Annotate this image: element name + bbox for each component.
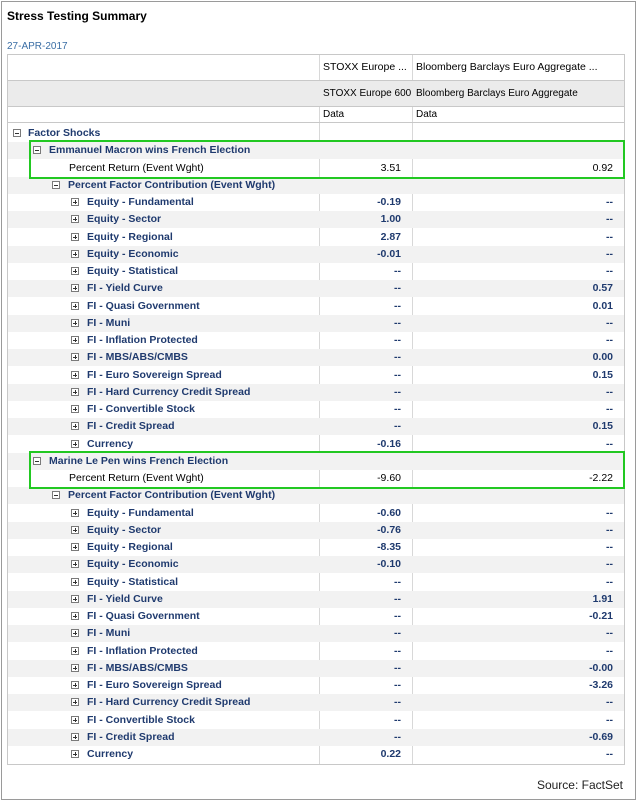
scenario-label: Emmanuel Macron wins French Election bbox=[49, 144, 251, 157]
expand-icon[interactable] bbox=[71, 647, 79, 655]
collapse-icon[interactable] bbox=[52, 181, 60, 189]
expand-icon[interactable] bbox=[71, 233, 79, 241]
col1-value: -- bbox=[394, 696, 401, 709]
factor-label: FI - Yield Curve bbox=[87, 592, 163, 605]
col2-value: -- bbox=[606, 247, 613, 260]
col2-value: 0.15 bbox=[592, 420, 613, 433]
col2-value: -0.21 bbox=[589, 610, 613, 622]
col2-data-header: Data bbox=[416, 109, 438, 120]
col1-value: -- bbox=[394, 299, 401, 312]
report-date: 27-APR-2017 bbox=[7, 41, 68, 52]
factor-label: Equity - Regional bbox=[87, 230, 173, 243]
factor-label: Equity - Sector bbox=[87, 523, 162, 536]
col2-value: -- bbox=[606, 403, 613, 415]
scenario-highlight-box bbox=[29, 451, 625, 490]
col1-value: -- bbox=[394, 403, 401, 415]
col1-value: 0.22 bbox=[380, 748, 401, 760]
col2-value: -- bbox=[606, 575, 613, 588]
collapse-icon[interactable] bbox=[13, 129, 21, 137]
factor-label: FI - Quasi Government bbox=[87, 299, 200, 312]
factor-row bbox=[8, 608, 624, 625]
col1-value: -- bbox=[394, 368, 401, 381]
contribution-row bbox=[8, 177, 624, 194]
expand-icon[interactable] bbox=[71, 612, 79, 620]
factor-row bbox=[8, 591, 624, 608]
col1-value: -0.16 bbox=[377, 437, 401, 450]
stress-table bbox=[7, 54, 625, 765]
col1-value: -- bbox=[394, 679, 401, 691]
col1-value: -0.19 bbox=[377, 196, 401, 208]
expand-icon[interactable] bbox=[71, 353, 79, 361]
expand-icon[interactable] bbox=[71, 284, 79, 292]
factor-row bbox=[8, 384, 624, 401]
factor-label: FI - Yield Curve bbox=[87, 282, 163, 295]
col1-value: -- bbox=[394, 575, 401, 588]
expand-icon[interactable] bbox=[71, 302, 79, 310]
col1-header-top[interactable]: STOXX Europe ... bbox=[323, 61, 407, 73]
col1-value: -- bbox=[394, 627, 401, 640]
factor-row bbox=[8, 280, 624, 297]
report-frame bbox=[1, 1, 636, 800]
factor-row bbox=[8, 211, 624, 228]
factor-label: FI - Hard Currency Credit Spread bbox=[87, 696, 251, 709]
col1-value: -0.76 bbox=[377, 523, 401, 536]
factor-row bbox=[8, 505, 624, 522]
expand-icon[interactable] bbox=[71, 440, 79, 448]
percent-return-label: Percent Return (Event Wght) bbox=[69, 472, 204, 484]
col2-value: -3.26 bbox=[589, 679, 613, 691]
expand-icon[interactable] bbox=[71, 629, 79, 637]
factor-label: FI - Inflation Protected bbox=[87, 334, 198, 346]
factor-label: Equity - Fundamental bbox=[87, 506, 194, 519]
factor-label: FI - Hard Currency Credit Spread bbox=[87, 385, 251, 398]
col1-value: -- bbox=[394, 420, 401, 433]
factor-label: FI - Muni bbox=[87, 627, 131, 640]
expand-icon[interactable] bbox=[71, 215, 79, 223]
col1-value: -- bbox=[394, 661, 401, 674]
factor-label: Equity - Sector bbox=[87, 213, 162, 226]
header-row-data bbox=[8, 107, 624, 123]
col1-value: -- bbox=[394, 282, 401, 295]
expand-icon[interactable] bbox=[71, 698, 79, 706]
factor-shocks-label: Factor Shocks bbox=[28, 127, 101, 139]
col1-value: -- bbox=[394, 351, 401, 364]
col2-value: -0.00 bbox=[589, 661, 613, 674]
factor-row bbox=[8, 263, 624, 280]
factor-row bbox=[8, 643, 624, 660]
contribution-row bbox=[8, 487, 624, 504]
factor-row bbox=[8, 746, 624, 763]
factor-row bbox=[8, 677, 624, 694]
factor-label: FI - Muni bbox=[87, 316, 131, 329]
col2-value: -- bbox=[606, 541, 613, 553]
factor-label: FI - Credit Spread bbox=[87, 730, 175, 743]
factor-row bbox=[8, 246, 624, 263]
expand-icon[interactable] bbox=[71, 509, 79, 517]
expand-icon[interactable] bbox=[71, 681, 79, 689]
expand-icon[interactable] bbox=[71, 733, 79, 741]
expand-icon[interactable] bbox=[71, 560, 79, 568]
expand-icon[interactable] bbox=[71, 750, 79, 758]
col2-header-sub: Bloomberg Barclays Euro Aggregate bbox=[416, 88, 578, 99]
col2-value: -- bbox=[606, 230, 613, 243]
factor-label: FI - Convertible Stock bbox=[87, 713, 195, 726]
factor-row bbox=[8, 367, 624, 384]
col1-value: -0.10 bbox=[377, 558, 401, 571]
collapse-icon[interactable] bbox=[52, 491, 60, 499]
col2-value: -- bbox=[606, 437, 613, 450]
factor-row bbox=[8, 298, 624, 315]
factor-label: Equity - Statistical bbox=[87, 265, 179, 277]
col2-value: -- bbox=[606, 506, 613, 519]
factor-label: Equity - Economic bbox=[87, 247, 179, 260]
col2-value: -- bbox=[606, 316, 613, 329]
factor-row bbox=[8, 401, 624, 418]
col2-value: -- bbox=[606, 523, 613, 536]
col1-header-sub: STOXX Europe 600 bbox=[323, 88, 412, 99]
factor-row bbox=[8, 418, 624, 435]
contribution-label: Percent Factor Contribution (Event Wght) bbox=[68, 489, 276, 502]
expand-icon[interactable] bbox=[71, 250, 79, 258]
col1-value: -9.60 bbox=[377, 472, 401, 484]
col2-header-top[interactable]: Bloomberg Barclays Euro Aggregate ... bbox=[416, 61, 598, 73]
col2-value: -- bbox=[606, 334, 613, 346]
factor-label: Currency bbox=[87, 437, 134, 450]
contribution-label: Percent Factor Contribution (Event Wght) bbox=[68, 178, 276, 191]
header-row-sub bbox=[8, 81, 624, 107]
expand-icon[interactable] bbox=[71, 405, 79, 413]
expand-icon[interactable] bbox=[71, 578, 79, 586]
percent-return-label: Percent Return (Event Wght) bbox=[69, 161, 204, 174]
scenario-highlight-box bbox=[29, 140, 625, 179]
col2-value: 0.57 bbox=[592, 282, 613, 295]
factor-label: Equity - Economic bbox=[87, 558, 179, 571]
col2-value: 0.00 bbox=[592, 351, 613, 364]
page-title: Stress Testing Summary bbox=[7, 9, 147, 23]
col2-value: -- bbox=[606, 558, 613, 571]
expand-icon[interactable] bbox=[71, 526, 79, 534]
factor-row bbox=[8, 539, 624, 556]
factor-row bbox=[8, 349, 624, 366]
factor-row bbox=[8, 194, 624, 211]
expand-icon[interactable] bbox=[71, 336, 79, 344]
factor-label: Currency bbox=[87, 748, 134, 760]
factor-row bbox=[8, 229, 624, 246]
col2-value: 0.92 bbox=[592, 161, 613, 174]
col2-value: -- bbox=[606, 265, 613, 277]
col1-value: -8.35 bbox=[377, 541, 401, 553]
header-row-top bbox=[8, 55, 624, 81]
col1-value: 1.00 bbox=[380, 213, 401, 226]
factor-row bbox=[8, 315, 624, 332]
col1-data-header: Data bbox=[323, 109, 345, 120]
expand-icon[interactable] bbox=[71, 371, 79, 379]
col1-value: -- bbox=[394, 713, 401, 726]
col2-value: 0.01 bbox=[592, 299, 613, 312]
factor-label: Equity - Statistical bbox=[87, 575, 179, 588]
factor-label: FI - Euro Sovereign Spread bbox=[87, 679, 222, 691]
factor-row bbox=[8, 332, 624, 349]
col1-value: 2.87 bbox=[380, 230, 401, 243]
col2-value: -- bbox=[606, 713, 613, 726]
col2-value: -- bbox=[606, 627, 613, 640]
col1-value: -- bbox=[394, 644, 401, 657]
col2-value: -- bbox=[606, 385, 613, 398]
factor-row bbox=[8, 694, 624, 711]
factor-row bbox=[8, 522, 624, 539]
expand-icon[interactable] bbox=[71, 319, 79, 327]
factor-label: FI - MBS/ABS/CMBS bbox=[87, 351, 188, 364]
col2-value: -- bbox=[606, 196, 613, 208]
col1-value: -- bbox=[394, 592, 401, 605]
factor-row bbox=[8, 574, 624, 591]
expand-icon[interactable] bbox=[71, 198, 79, 206]
factor-label: FI - Inflation Protected bbox=[87, 644, 198, 657]
factor-label: FI - Convertible Stock bbox=[87, 403, 195, 415]
col2-value: -- bbox=[606, 213, 613, 226]
col1-value: -0.60 bbox=[377, 506, 401, 519]
expand-icon[interactable] bbox=[71, 543, 79, 551]
col2-value: 0.15 bbox=[592, 368, 613, 381]
col2-value: -- bbox=[606, 696, 613, 709]
col2-value: -- bbox=[606, 644, 613, 657]
expand-icon[interactable] bbox=[71, 595, 79, 603]
expand-icon[interactable] bbox=[71, 267, 79, 275]
col2-value: -0.69 bbox=[589, 730, 613, 743]
factor-row bbox=[8, 556, 624, 573]
col1-value: -- bbox=[394, 316, 401, 329]
factor-label: FI - MBS/ABS/CMBS bbox=[87, 661, 188, 674]
col2-value: 1.91 bbox=[592, 592, 613, 605]
factor-row bbox=[8, 712, 624, 729]
expand-icon[interactable] bbox=[71, 664, 79, 672]
col1-value: -- bbox=[394, 334, 401, 346]
scenario-label: Marine Le Pen wins French Election bbox=[49, 454, 229, 467]
col1-value: -- bbox=[394, 730, 401, 743]
source-note: Source: FactSet bbox=[536, 778, 623, 792]
factor-row bbox=[8, 625, 624, 642]
col1-value: -- bbox=[394, 610, 401, 622]
expand-icon[interactable] bbox=[71, 388, 79, 396]
factor-label: Equity - Fundamental bbox=[87, 196, 194, 208]
factor-label: FI - Quasi Government bbox=[87, 610, 200, 622]
factor-row bbox=[8, 660, 624, 677]
col1-value: -- bbox=[394, 265, 401, 277]
factor-label: FI - Credit Spread bbox=[87, 420, 175, 433]
expand-icon[interactable] bbox=[71, 422, 79, 430]
factor-label: Equity - Regional bbox=[87, 541, 173, 553]
col1-value: 3.51 bbox=[380, 161, 401, 174]
col1-value: -0.01 bbox=[377, 247, 401, 260]
factor-label: FI - Euro Sovereign Spread bbox=[87, 368, 222, 381]
expand-icon[interactable] bbox=[71, 716, 79, 724]
col1-value: -- bbox=[394, 385, 401, 398]
col2-value: -2.22 bbox=[589, 472, 613, 484]
col2-value: -- bbox=[606, 748, 613, 760]
factor-row bbox=[8, 729, 624, 746]
